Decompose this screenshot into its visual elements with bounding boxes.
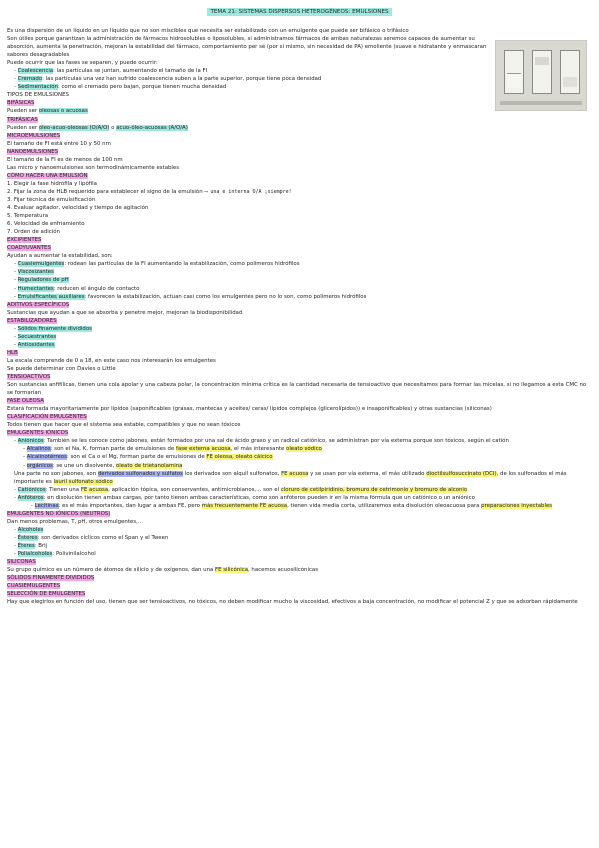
heading-estabilizadores: ESTABILIZADORES [7, 317, 57, 324]
esteres-item: - Ésteres: son derivados cíclicos como el Span y el Tween [7, 534, 591, 542]
cuasiemulgentes-item: - Cuasiemulgentes: rodean las partículas de la FI aumentando la estabilización, como polímeros hidrófilos [7, 260, 591, 268]
heading-aditivos: ADITIVOS ESPECÍFICOS [7, 301, 70, 308]
anionicos-item: - Aniónicos: También se les conoce como jabones, están formados por una sal de ácido graso y un radical catiónico, se administran por vía externa porque son tóxicos, según el catión [7, 437, 586, 445]
anfoteros-item: - Anfóteros: en disolución tienen ambas cargas, por tanto tienen ambas características, como son anfóteros pueden ir en la misma fórmula que un catiónico o un aniónico [7, 494, 591, 502]
document-body [7, 27, 591, 606]
heading-coadyuvantes: COADYUVANTES [7, 245, 51, 252]
reguladores-item: - Reguladores de pH [7, 276, 591, 284]
heading-tipos: TIPOS DE EMULSIONES [7, 92, 69, 99]
step-7: 7. Orden de adición [7, 229, 60, 236]
alcalinoterreos-item: - Alcalinotérreos: son el Ca o el Mg, forman parte de emulsiones de FE oleosa, oleato cálcico [7, 453, 591, 461]
bifasicas-text: Pueden ser oleosas o acuosas [7, 108, 88, 115]
heading-bifasicas: BIFÁSICAS [7, 100, 35, 107]
step-5: 5. Temperatura [7, 213, 49, 220]
hlb-text-2: Se puede determinar con Davies o Little [7, 365, 116, 372]
clasificacion-text: Todos tienen que hacer que el sistema sea estable, compatibles y que no sean tóxicos [7, 422, 241, 429]
heading-cuasiemulgentes: CUASIEMULGENTES [7, 583, 61, 590]
micro-text: El tamaño de FI está entre 10 y 50 nm [7, 140, 111, 147]
humectantes-item: - Humectantes: reducen el ángulo de contacto [7, 285, 591, 293]
no-ionicos-text: Dan menos problemas, T, pH, otros emulgentes,... [7, 518, 143, 525]
aditivos-text: Sustancias que ayudan a que se absorba y penetre mejor, mejoran la biodisponibilidad [7, 309, 243, 316]
tensioactivos-text: Son sustancias anfifílicas, tienen una cola apolar y una cabeza polar, la concentración mínima crítica es la cantidad necesaria de tensioactivo que necesitamos para formar las micelas, si no llegamos a esta CMC no se formarían [7, 382, 587, 397]
intro-text: Es una dispersión de un líquido en un líquido que no son miscibles que necesita ser estabilizado con un emulgente que puede ser bifásico o trifásico [7, 28, 409, 34]
heading-micro: MICROEMULSIONES [7, 132, 61, 139]
emulsificantes-item: - Emulsificantes auxiliares: favorecen la estabilización, actuan casi como los emulgentes pero no lo son, como polímeros hidrófilos [7, 293, 591, 301]
step-4: 4. Evaluar agitador, velocidad y tiempo de agitación [7, 205, 149, 212]
utility-text: Son útiles porque garantizan la administración de fármacos hidrosolubles o liposolubles, si administramos fármacos de ambas naturalezas seremos capaces de aumentar su absorción, aumenta la penetración, mejoran la estabilidad del fármaco, comportamiento per sé (por sí mismo, sin necesidad de PA) emoliente (suave e hidratante y enmascaran sabores desagradables [7, 36, 487, 59]
alcalinos-item: - Alcalinos: son el Na, K, forman parte de emulsiones de fase externa acuosa, el más interesante oleato sódico [7, 445, 591, 453]
creaming-item: - Cremado: las partículas una vez han sufrido coalescencia suben a la parte superior, porque tiene poca densidad [7, 75, 591, 83]
micronano-text: Las micro y nanoemulsiones son termodinámicamente estables [7, 164, 180, 171]
heading-trifasicas: TRIFÁSICAS [7, 116, 38, 123]
heading-excipientes: EXCIPIENTES [7, 237, 42, 244]
heading-hlb: HLB [7, 349, 18, 356]
step-6: 6. Velocidad de enfriamiento [7, 221, 85, 228]
coalescence-item: - Coalescencia: las partículas se juntan, aumentando el tamaño de la FI [7, 67, 591, 75]
secuestrantes-item: - Secuestrantes [7, 333, 591, 341]
sedimentation-item: - Sedimentación: como el cremado pero bajan, porque tienen mucha densidad [7, 83, 591, 91]
lecitinas-item: - Lecitinas: es el más importantes, dan lugar a ambas FE, pero más frecuentemente FE acuosa, tienen vida media corta, utilizaremos esta disolución oleoacuosa para preparaciones inyectables [7, 502, 591, 510]
antioxidantes-item: - Antioxidantes [7, 341, 591, 349]
separation-text: Puede ocurrir que las fases se separen, y puede ocurrir: [7, 60, 158, 67]
polialcoholes-item: - Polialcoholes: Polivinilalcohol [7, 550, 591, 558]
eteres-item: - Éteres: Brij [7, 542, 591, 550]
page-title: TEMA 21: SISTEMAS DISPERSOS HETEROGÉNEOS: EMULSIONES [207, 8, 391, 16]
nano-text: El tamaño de la FI es de menos de 100 nm [7, 156, 123, 163]
solidos-item: - Sólidos finamente divididos [7, 325, 591, 333]
heading-siliconas: SILICONAS [7, 559, 36, 566]
coadyuvantes-text: Ayudan a aumentar la estabilidad, son: [7, 253, 113, 260]
heading-no-ionicos: EMULGENTES NO IÓNICOS (NEUTROS) [7, 510, 111, 517]
siliconas-text: Su grupo químico es un número de átomos de silicio y de oxígenos, dan una FE silicónica, hacemos acuosilicónicas [7, 567, 319, 574]
viscosizantes-item: - Viscosizantes [7, 268, 591, 276]
hlb-text-1: La escala comprende de 0 a 18, en este caso nos interesarán los emulgentes [7, 357, 216, 364]
heading-ionicos: EMULGENTES IÓNICOS [7, 430, 69, 437]
heading-clasificacion: CLASIFICACIÓN EMULGENTES [7, 414, 87, 421]
heading-seleccion: SELECCIÓN DE EMULGENTES [7, 591, 86, 598]
step-1: 1. Elegir la fase hidrófila y lipófila [7, 180, 97, 187]
heading-como: CÓMO HACER UNA EMULSIÓN [7, 172, 88, 179]
step-3: 3. Fijar técnica de emulsificación [7, 196, 96, 203]
title-wrapper [0, 8, 599, 16]
cationicos-item: - Catiónicos: Tienen una FE acuosa, aplicación tópica, son conservantes, antimicrobianos,... son el cloruro de cetilpiridinio, bromuro de cetrimonio y bromuro de alconio [7, 486, 591, 494]
trifasicas-text: Pueden ser óleo-acuo-oleosas (O/A/O) o acuo-óleo-acuosas (A/O/A) [7, 124, 188, 131]
step-2: 2. Fijar la zona de HLB requerido para establecer el signo de la emulsión ⟶ una e interna O/A ¡siempre! [7, 188, 292, 195]
heading-fase-oleosa: FASE OLEOSA [7, 398, 44, 405]
seleccion-text: Hay que elegirlos en función del uso, tienen que ser tensioactivos, no tóxicos, no deben modificar mucho la viscosidad, efectivos a baja concentración, no modificar el potencial Z y que se adsorban rápidamente [7, 599, 578, 606]
heading-tensioactivos: TENSIOACTIVOS [7, 374, 51, 381]
sulfonados-text: Una parte no son jabones, son derivados sulfonados y sulfatos los derivados son alquil sulfonatos, FE acuosa y se usan por vía externa, el más utilizado dioctilsulfosuccinato (DCI), de los sulfonados el más importante es lauril sulfonato sódico [14, 470, 567, 485]
heading-nano: NANOEMULSIONES [7, 148, 59, 155]
alcoholes-item: - Alcoholes [7, 526, 591, 534]
heading-solidos: SÓLIDOS FINAMENTE DIVIDIDOS [7, 575, 95, 582]
handwritten-note: ⟶ una e interna O/A ¡siempre! [204, 188, 292, 195]
organicos-item: - orgánicos: se une un disolvente, oleato de trietanolamina [7, 462, 591, 470]
fase-oleosa-text: Estará formada mayoritariamente por lípidos (saponificables (grasas, mantecas y aceites/ ceras/ lípidos complejos (glicerolípidos)) e insaponificables) y otras sustancias (siliconas) [7, 406, 492, 413]
